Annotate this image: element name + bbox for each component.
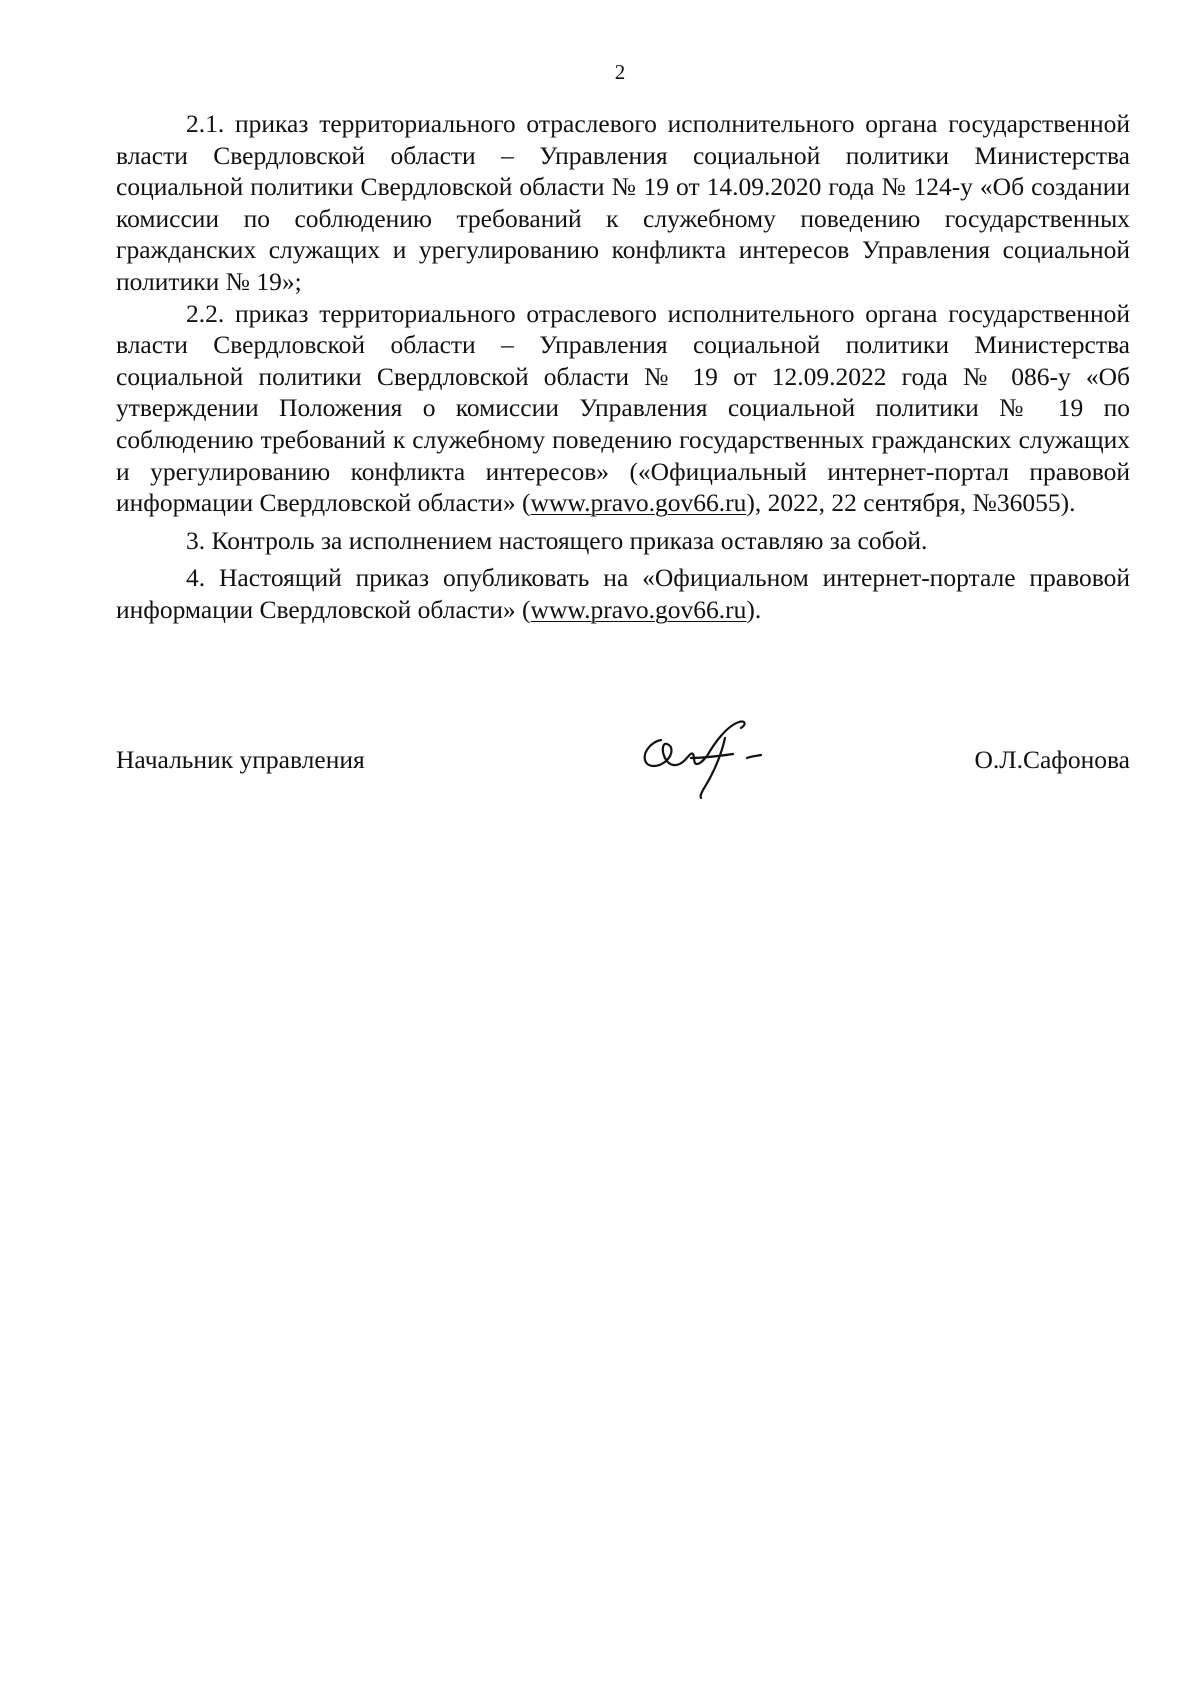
paragraph-4 [116, 562, 1130, 625]
paragraph-2-2-tail: ), 2022, 22 сентября, №36055). [746, 488, 1076, 518]
pravo-portal-link-2[interactable]: www.pravo.gov66.ru [530, 594, 747, 624]
signer-title: Начальник управления [116, 745, 365, 774]
signature-block [116, 728, 1130, 848]
paragraph-2-1: 2.1. приказ территориального отраслевого исполнительного органа государственной власти Свердловской области – Управления социальной политики Министерства социальной политики Свердловской области № 19 от 14.09.2020 года № 124-у «Об создании комиссии по соблюдению требований к служебному поведению государственных гражданских служащих и урегулированию конфликта интересов Управления социальной политики № 19»; [116, 109, 1130, 296]
page-number: 2 [614, 60, 626, 84]
paragraph-4-text: 4. Настоящий приказ опубликовать на «Официальном интернет-портале правовой информации Свердловской области» ( [116, 563, 1130, 624]
pravo-portal-link[interactable]: www.pravo.gov66.ru [530, 488, 747, 518]
signer-name: О.Л.Сафонова [974, 745, 1130, 774]
paragraph-2-2 [116, 298, 1130, 519]
paragraph-3: 3. Контроль за исполнением настоящего приказа оставляю за собой. [186, 525, 928, 555]
paragraph-2-2-text: 2.2. приказ территориального отраслевого исполнительного органа государственной власти Свердловской области – Управления социальной политики Министерства социальной политики Свердловской области № 19 от 12.09.2022 года № 086-у «Об утверждении Положения о комиссии Управления социальной политики № 19 по соблюдению требований к служебному поведению государственных гражданских служащих и урегулированию конфликта интересов» («Официальный интернет-портал правовой информации Свердловской области» ( [116, 298, 1130, 518]
document-body [116, 108, 1130, 626]
handwritten-signature [621, 698, 781, 810]
paragraph-4-tail: ). [746, 594, 762, 624]
